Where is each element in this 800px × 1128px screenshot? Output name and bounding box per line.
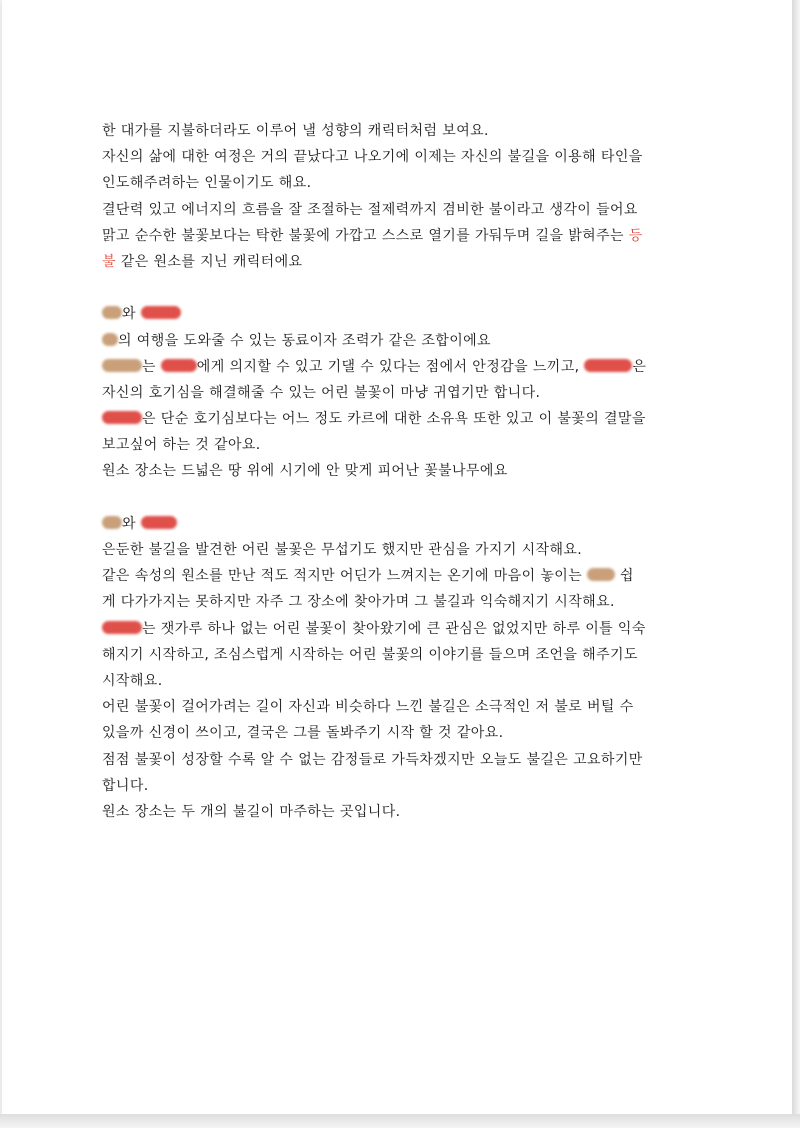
line-text: 은 bbox=[632, 358, 647, 375]
text-line bbox=[102, 118, 707, 144]
text-line bbox=[102, 458, 707, 484]
line-text: 쉽 bbox=[619, 568, 634, 585]
text-line bbox=[102, 589, 707, 615]
line-text: 결단력 있고 에너지의 흐름을 잘 조절하는 절제력까지 겸비한 불이라고 생각이 들어요 bbox=[102, 201, 638, 218]
redacted-name bbox=[587, 568, 615, 581]
line-text: 인도해주려하는 인물이기도 해요. bbox=[102, 175, 312, 192]
text-line bbox=[102, 563, 707, 589]
line-text: 보고싶어 하는 것 같아요. bbox=[102, 437, 261, 454]
line-text: 같은 원소를 지닌 캐릭터에요 bbox=[120, 253, 303, 270]
paragraph-gap bbox=[102, 275, 707, 301]
line-text: 게 다가가지는 못하지만 자주 그 장소에 찾아가며 그 불길과 익숙해지기 시작해요. bbox=[102, 594, 615, 611]
text-line bbox=[102, 537, 707, 563]
line-text: 은둔한 불길을 발견한 어린 불꽃은 무섭기도 했지만 관심을 가지기 시작해요. bbox=[102, 542, 583, 558]
paragraph-gap bbox=[102, 485, 707, 511]
redacted-name bbox=[102, 359, 142, 372]
text-line bbox=[102, 170, 707, 196]
text-line bbox=[102, 328, 707, 354]
line-text: 는 잿가루 하나 없는 어린 불꽃이 찾아왔기에 큰 관심은 없었지만 하루 이틀 익숙 bbox=[142, 620, 646, 637]
text-line bbox=[102, 249, 707, 275]
text-line bbox=[102, 799, 707, 825]
highlighted-text: 불 bbox=[102, 253, 116, 270]
line-text: 에게 의지할 수 있고 기댈 수 있다는 점에서 안정감을 느끼고, bbox=[196, 358, 580, 375]
text-line bbox=[102, 616, 707, 642]
heading-text: 와 bbox=[122, 515, 136, 532]
text-line bbox=[102, 720, 707, 746]
text-line bbox=[102, 223, 707, 249]
text-line bbox=[102, 694, 707, 720]
line-text: 자신의 호기심을 해결해줄 수 있는 어린 불꽃이 마냥 귀엽기만 합니다. bbox=[102, 384, 541, 401]
redacted-name bbox=[102, 516, 122, 529]
line-text: 어린 불꽃이 걸어가려는 길이 자신과 비슷하다 느낀 불길은 소극적인 저 불로 버틸 수 bbox=[102, 699, 634, 716]
document-body bbox=[102, 118, 707, 825]
text-line bbox=[102, 197, 707, 223]
redacted-name bbox=[102, 333, 118, 346]
line-text: 같은 속성의 원소를 만난 적도 적지만 어딘가 느껴지는 온기에 마음이 놓이는 bbox=[102, 568, 583, 585]
text-line bbox=[102, 773, 707, 799]
line-text: 한 대가를 지불하더라도 이루어 낼 성향의 캐릭터처럼 보여요. bbox=[102, 123, 489, 139]
line-text: 의 여행을 도와줄 수 있는 동료이자 조력가 같은 조합이에요 bbox=[118, 332, 491, 349]
line-text: 원소 장소는 드넓은 땅 위에 시기에 안 맞게 피어난 꽃불나무에요 bbox=[102, 463, 508, 480]
redacted-name bbox=[141, 516, 177, 529]
text-line bbox=[102, 432, 707, 458]
text-line bbox=[102, 642, 707, 668]
text-line bbox=[102, 747, 707, 773]
line-text: 합니다. bbox=[102, 777, 149, 794]
section-heading bbox=[102, 511, 707, 537]
document-page bbox=[2, 0, 792, 1114]
line-text: 점점 불꽃이 성장할 수록 알 수 없는 감정들로 가득차겠지만 오늘도 불길은 고요하기만 bbox=[102, 751, 643, 768]
section-heading bbox=[102, 301, 707, 327]
line-text: 시작해요. bbox=[102, 672, 163, 689]
redacted-name bbox=[141, 306, 181, 319]
page-edge bbox=[0, 1114, 800, 1128]
redacted-name bbox=[584, 359, 632, 372]
line-text: 해지기 시작하고, 조심스럽게 시작하는 어린 불꽃의 이야기를 들으며 조언을 해주기도 bbox=[102, 646, 638, 663]
redacted-name bbox=[161, 359, 197, 372]
text-line bbox=[102, 406, 707, 432]
redacted-name bbox=[102, 306, 122, 319]
redacted-name bbox=[102, 621, 142, 634]
highlighted-text: 등 bbox=[628, 227, 643, 244]
line-text: 자신의 삶에 대한 여정은 거의 끝났다고 나오기에 이제는 자신의 불길을 이용해 타인을 bbox=[102, 149, 643, 166]
text-line bbox=[102, 354, 707, 380]
heading-text: 와 bbox=[122, 306, 136, 323]
text-line bbox=[102, 144, 707, 170]
line-text: 맑고 순수한 불꽃보다는 탁한 불꽃에 가깝고 스스로 열기를 가둬두며 길을 밝혀주는 bbox=[102, 227, 624, 244]
text-line bbox=[102, 380, 707, 406]
line-text: 는 bbox=[142, 358, 156, 375]
line-text: 은 단순 호기심보다는 어느 정도 카르에 대한 소유욕 또한 있고 이 불꽃의 결말을 bbox=[142, 411, 646, 428]
redacted-name bbox=[102, 411, 142, 424]
line-text: 원소 장소는 두 개의 불길이 마주하는 곳입니다. bbox=[102, 803, 401, 820]
page-edge bbox=[792, 0, 800, 1128]
line-text: 있을까 신경이 쓰이고, 결국은 그를 돌봐주기 시작 할 것 같아요. bbox=[102, 725, 504, 742]
text-line bbox=[102, 668, 707, 694]
